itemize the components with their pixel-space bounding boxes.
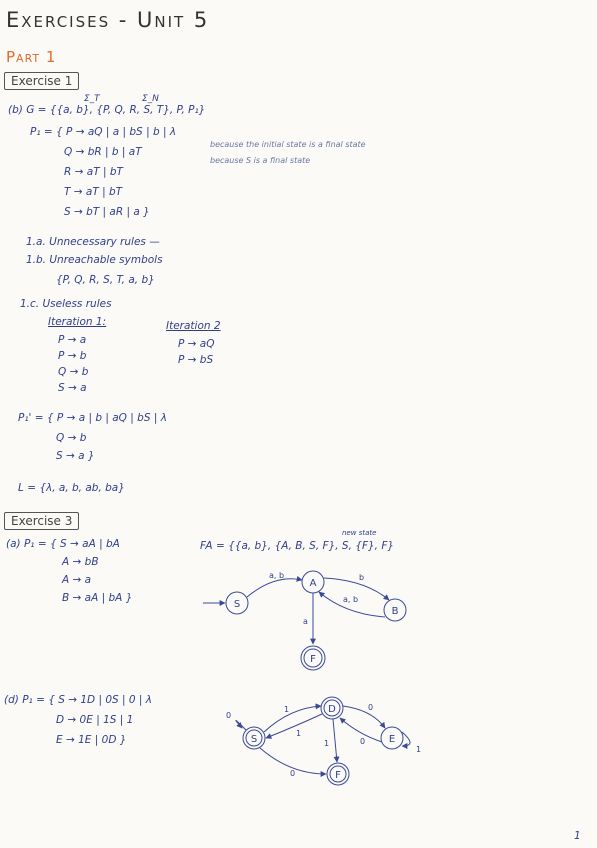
fa-new-state-note: new state [342,529,377,537]
edge-s-loop [236,720,246,730]
iter2-rule: P → aQ [178,338,215,350]
edge-d-to-f-label: 1 [324,739,330,748]
page-number: 1 [574,830,581,842]
rule-s: S → bT | aR | a } [64,206,150,218]
state-d-label: D [328,704,336,715]
state-a-label: A [309,578,317,589]
iter2-rule: P → bS [178,354,214,366]
iter1-rule: P → a [58,334,87,346]
sigma-n-annotation: Σ_N [142,94,159,104]
edge-d-to-e-label: 0 [368,703,374,712]
state-f-label: F [310,654,316,665]
automaton-d-diagram [220,690,430,790]
edge-s-to-d [264,706,321,732]
edge-d-to-s-label: 1 [296,729,302,738]
side-note-initial-final: because the initial state is a final state [210,140,366,149]
exercise-1-label: Exercise 1 [4,72,79,90]
iteration-2-title: Iteration 2 [166,320,221,332]
automaton-a-diagram [195,560,425,680]
language-definition: L = {λ, a, b, ab, ba} [18,482,125,494]
state-s-label: S [250,734,258,745]
section-1a: 1.a. Unnecessary rules — [26,236,160,248]
side-note-s-final: because S is a final state [210,156,311,165]
p1-definition: P₁ = { P → aQ | a | bS | b | λ [30,126,177,138]
state-b-label: B [391,606,399,617]
fa-definition: FA = {{a, b}, {A, B, S, F}, S, {F}, F} [200,540,395,552]
edge-s-loop-label: 0 [226,711,232,720]
page-title: Exercises - Unit 5 [6,8,210,32]
edge-s-to-a [247,579,302,597]
iter1-rule: Q → b [58,366,89,378]
exercise3d-rule: D → 0E | 1S | 1 [56,714,134,726]
exercise-3-label: Exercise 3 [4,512,79,530]
edge-e-to-d-label: 0 [360,737,366,746]
edge-s-to-f-label: 0 [290,769,296,778]
exercise3a-head: (a) P₁ = { S → aA | bA [6,538,120,550]
iter1-rule: S → a [58,382,87,394]
state-e-label: E [388,734,396,745]
p1-prime-rule: S → a } [56,450,95,462]
edge-d-to-f [333,719,337,762]
edge-d-to-s [266,714,322,738]
exercise3a-rule: A → bB [62,556,99,568]
unreachable-symbols: {P, Q, R, S, T, a, b} [56,274,155,286]
part-heading: Part 1 [6,48,57,66]
edge-a-to-f-label: a [303,617,308,626]
exercise3d-head: (d) P₁ = { S → 1D | 0S | 0 | λ [4,694,153,706]
p1-prime-definition: P₁' = { P → a | b | aQ | bS | λ [18,412,167,424]
edge-a-to-b-label: b [359,573,365,582]
sigma-t-annotation: Σ_T [84,94,100,104]
rule-q: Q → bR | b | aT [64,146,142,158]
edge-s-to-a-label: a, b [269,571,285,580]
state-f-label: F [335,770,341,781]
edge-e-loop-label: 1 [416,745,422,754]
section-1b: 1.b. Unreachable symbols [26,254,163,266]
grammar-definition: (b) G = {{a, b}, {P, Q, R, S, T}, P, P₁} [8,104,206,116]
exercise3a-rule: A → a [62,574,92,586]
section-1c: 1.c. Useless rules [20,298,112,310]
edge-d-to-e [343,706,385,728]
iteration-1-title: Iteration 1: [48,316,107,328]
edge-b-to-a-label: a, b [343,595,359,604]
rule-r: R → aT | bT [64,166,123,178]
edge-s-to-d-label: 1 [284,705,290,714]
exercise3a-rule: B → aA | bA } [62,592,133,604]
iter1-rule: P → b [58,350,87,362]
state-s-label: S [233,599,241,610]
p1-prime-rule: Q → b [56,432,87,444]
rule-t: T → aT | bT [64,186,123,198]
exercise3d-rule: E → 1E | 0D } [56,734,127,746]
